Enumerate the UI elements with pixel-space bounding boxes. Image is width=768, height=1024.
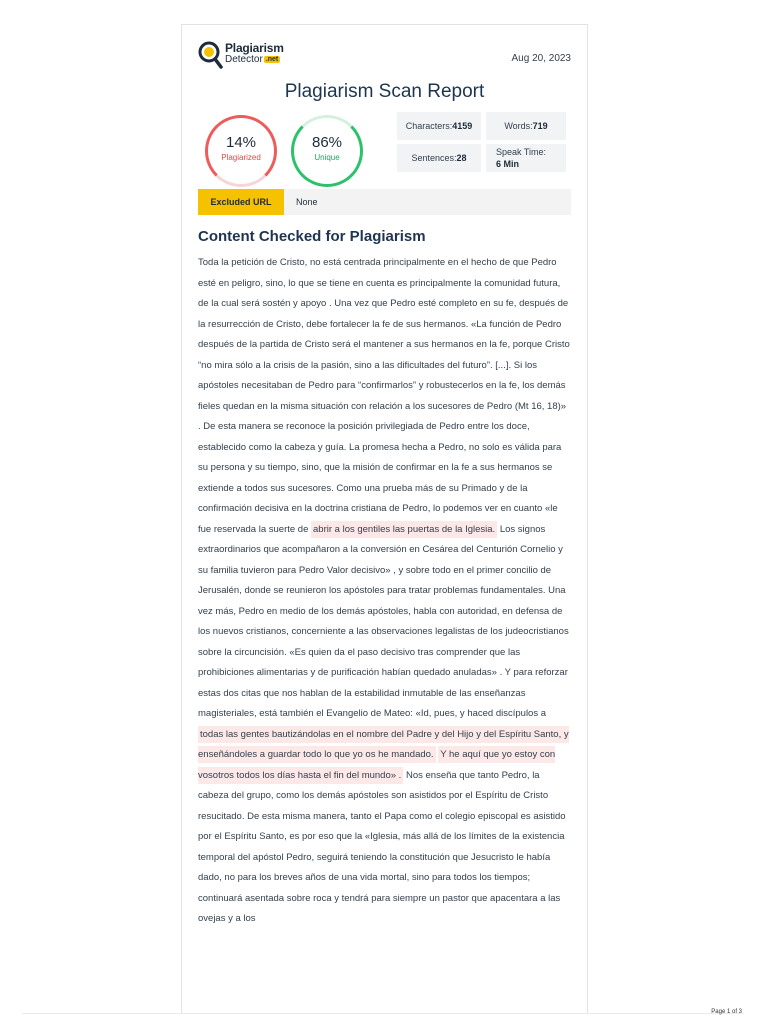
report-date: Aug 20, 2023	[511, 53, 571, 64]
excluded-url-value: None	[296, 197, 318, 207]
speak-time-stat	[486, 144, 566, 172]
logo-detector: Detector	[225, 54, 263, 65]
report-title: Plagiarism Scan Report	[284, 81, 485, 102]
speak-time-value: 6 Min	[496, 159, 520, 169]
sentences-value: 28	[456, 153, 467, 163]
report-page	[181, 24, 588, 1014]
sentences-label: Sentences:	[411, 153, 457, 163]
characters-value: 4159	[452, 121, 473, 131]
speak-time-label: Speak Time:	[496, 147, 547, 157]
footer-divider	[22, 1013, 744, 1014]
checked-content	[198, 253, 570, 930]
plagiarized-match-1[interactable]: abrir a los gentiles las puertas de la Iglesia.	[311, 521, 497, 538]
characters-label: Characters:	[405, 121, 453, 131]
content-text-4: Nos enseña que tanto Pedro, la cabeza del grupo, como los demás apóstoles son asistidos por el Espíritu de Cristo resucitado. De esta misma manera, tanto el Papa como el colegio episcopal es asistido por el Espíritu Santo, es por eso que la «Iglesia, más allá de los límites de la existencia temporal del apóstol Pedro, seguirá teniendo la constitución que Jesucristo le había dado, no para los breves años de una vida mortal, sino para todos los tiempos; continuará asentada sobre roca y tendrá para siempre un pastor que apacentara a las ovejas y a los	[198, 769, 566, 924]
logo-line1: Plagiarism	[225, 41, 284, 55]
plagiarized-percent: 14%	[225, 134, 257, 151]
content-text-2: Los signos extraordinarios que acompañaron a la conversión en Cesárea del Centurión Cornelio y su familia tuvieron para Pedro Valor decisivo» , y sobre todo en el primer concilio de Jerusalén, donde se reunieron los apóstoles para tratar problemas fundamentales. Una vez más, Pedro en medio de los demás apóstoles, habla con autoridad, en defensa de los nuevos cristianos, concerniente a las observaciones legalistas de los judeocristianos sobre la circuncisión. «Es quien da el paso decisivo tras comprender que las prohibiciones alimentarias y de purificación habían quedado anuladas» . Y para reforzar estas dos citas que nos hablan de la estabilidad inmutable de las enseñanzas magisteriales, está también el Evangelio de Mateo: «Id, pues, y haced discípulos a	[198, 523, 569, 719]
content-heading: Content Checked for Plagiarism	[198, 228, 426, 245]
unique-percent: 86%	[311, 134, 343, 151]
report-header	[198, 39, 571, 75]
logo-line2	[225, 54, 280, 65]
plagiarized-label: Plagiarized	[221, 153, 261, 162]
magnifier-logo-icon	[198, 41, 224, 71]
characters-stat	[397, 112, 481, 140]
plagiarized-match-2[interactable]: todas las gentes bautizándolas en el nombre del Padre y del Hijo y del Espíritu Santo, y enseñándoles a guardar todo lo que yo os he mandado.	[198, 726, 569, 764]
plagiarized-match-3[interactable]: Y he aquí que yo estoy con vosotros todos los días hasta el fin del mundo» .	[198, 746, 555, 784]
sentences-stat	[397, 144, 481, 172]
logo-badge: .net	[265, 56, 279, 63]
page-number: Page 1 of 3	[711, 1009, 742, 1015]
plagiarized-score-ring	[205, 115, 277, 187]
words-stat	[486, 112, 566, 140]
unique-label: Unique	[314, 153, 340, 162]
words-value: 719	[532, 121, 548, 131]
words-label: Words:	[504, 121, 533, 131]
excluded-url-row	[198, 189, 571, 215]
logo[interactable]	[198, 39, 318, 75]
excluded-url-label: Excluded URL	[198, 189, 284, 215]
content-text-1: Toda la petición de Cristo, no está centrada principalmente en el hecho de que Pedro esté en peligro, sino, lo que se tiene en cuenta es principalmente la comunidad futura, de la cual será sostén y apoyo . Una vez que Pedro esté completo en su fe, después de la resurrección de Cristo, debe fortalecer la fe de sus hermanos. «La función de Pedro después de la partida de Cristo será el mantener a sus hermanos en la fe, porque Cristo “no mira sólo a la crisis de la pasión, sino a las dificultades del futuro”. [...]. Si los apóstoles necesitaban de Pedro para “confirmarlos” y robustecerlos en la fe, los demás fieles quedan en la misma situación con relación a los sucesores de Pedro (Mt 16, 18)» . De esta manera se reconoce la posición privilegiada de Pedro entre los doce, establecido como la cabeza y guía. La promesa hecha a Pedro, no solo es válida para su persona y su tiempo, sino, que la misión de confirmar en la fe a sus hermanos se extiende a todos sus sucesores. Como una prueba más de su Primado y de la confirmación decisiva en la doctrina cristiana de Pedro, lo podemos ver en cuanto «le fue reservada la suerte de	[198, 257, 570, 535]
unique-score-ring	[291, 115, 363, 187]
